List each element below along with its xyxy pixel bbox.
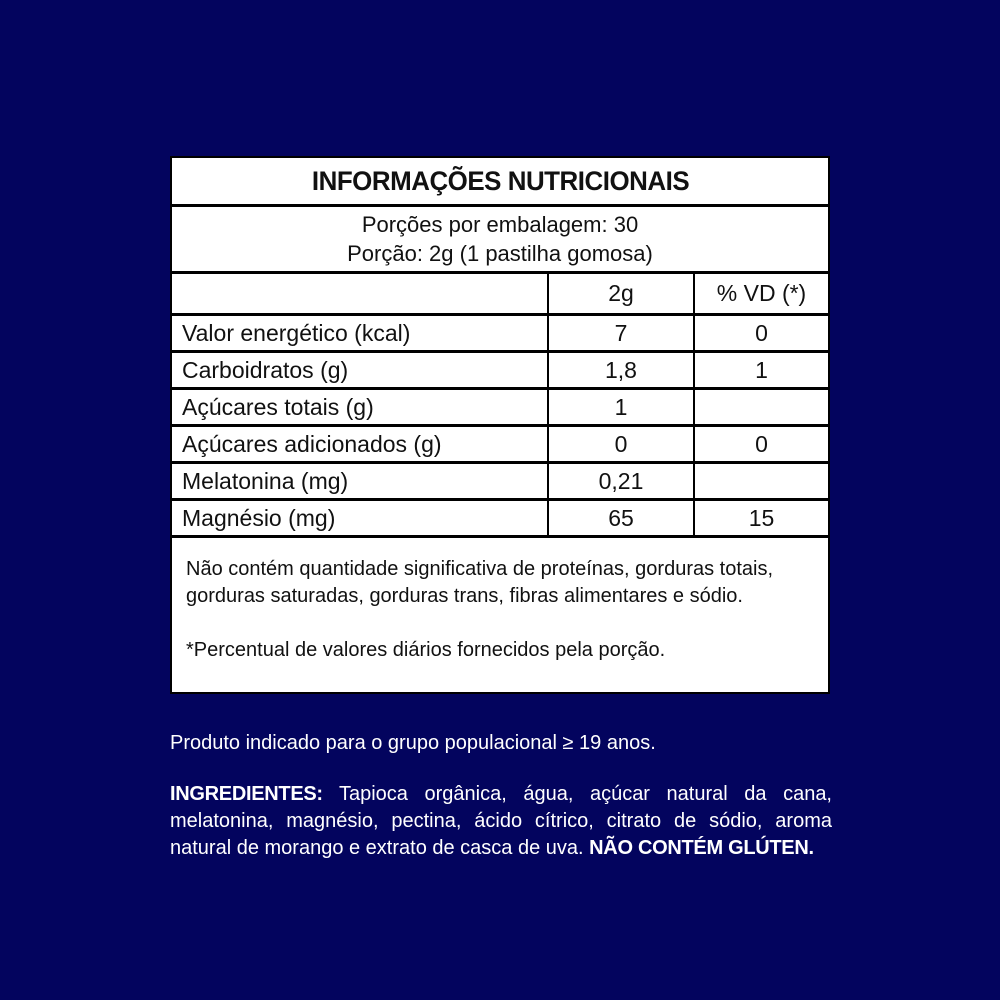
nutrient-label: Melatonina (mg)	[182, 467, 349, 494]
nutrient-amount: 0,21	[547, 464, 693, 498]
nutrient-label: Magnésio (mg)	[182, 504, 336, 531]
nutrient-amount: 0	[547, 427, 693, 461]
nutrient-daily-value: 1	[693, 353, 828, 387]
nutrient-amount: 65	[547, 501, 693, 535]
header-nutrient-column	[172, 274, 547, 313]
nutrient-daily-value	[693, 464, 828, 498]
nutrient-amount: 1	[547, 390, 693, 424]
no-significant-amounts-note: Não contém quantidade significativa de proteínas, gorduras totais, gorduras saturadas, gorduras trans, fibras alimentares e sódio.	[186, 558, 774, 607]
nutrient-amount: 7	[547, 316, 693, 350]
ingredients-heading: INGREDIENTES:	[170, 783, 323, 805]
servings-per-package: Porções por embalagem: 30	[361, 212, 639, 237]
table-row	[172, 387, 828, 424]
serving-size: Porção: 2g (1 pastilha gomosa)	[347, 241, 653, 266]
servings-info	[172, 207, 828, 274]
nutrient-daily-value: 0	[693, 316, 828, 350]
header-amount-column: 2g	[547, 274, 693, 313]
table-row	[172, 498, 828, 535]
nutrient-daily-value: 15	[693, 501, 828, 535]
nutrient-label: Carboidratos (g)	[182, 356, 349, 383]
below-label-section	[170, 730, 832, 862]
nutrient-label: Açúcares adicionados (g)	[182, 430, 442, 457]
population-note: Produto indicado para o grupo populacional ≥ 19 anos.	[170, 732, 656, 754]
table-header-row	[172, 274, 828, 313]
nutrition-panel-title-row	[172, 158, 828, 207]
gluten-free-statement: NÃO CONTÉM GLÚTEN.	[589, 837, 814, 859]
nutrition-facts-panel	[170, 156, 830, 694]
footnote-section	[172, 535, 828, 692]
nutrient-amount: 1,8	[547, 353, 693, 387]
nutrient-label: Valor energético (kcal)	[182, 319, 411, 346]
table-row	[172, 350, 828, 387]
nutrient-daily-value	[693, 390, 828, 424]
table-row	[172, 461, 828, 498]
ingredients-list: Tapioca orgânica, água, açúcar natural da cana, melatonina, magnésio, pectina, ácido cítrico, citrato de sódio, aroma natural de morango e extrato de casca de uva.	[170, 783, 832, 859]
daily-values-note: *Percentual de valores diários fornecidos pela porção.	[186, 639, 666, 661]
header-daily-value-column: % VD (*)	[693, 274, 828, 313]
table-row	[172, 424, 828, 461]
table-row	[172, 313, 828, 350]
ingredients-paragraph	[170, 781, 832, 862]
nutrition-panel-title: INFORMAÇÕES NUTRICIONAIS	[311, 165, 689, 196]
nutrient-label: Açúcares totais (g)	[182, 393, 374, 420]
nutrient-daily-value: 0	[693, 427, 828, 461]
